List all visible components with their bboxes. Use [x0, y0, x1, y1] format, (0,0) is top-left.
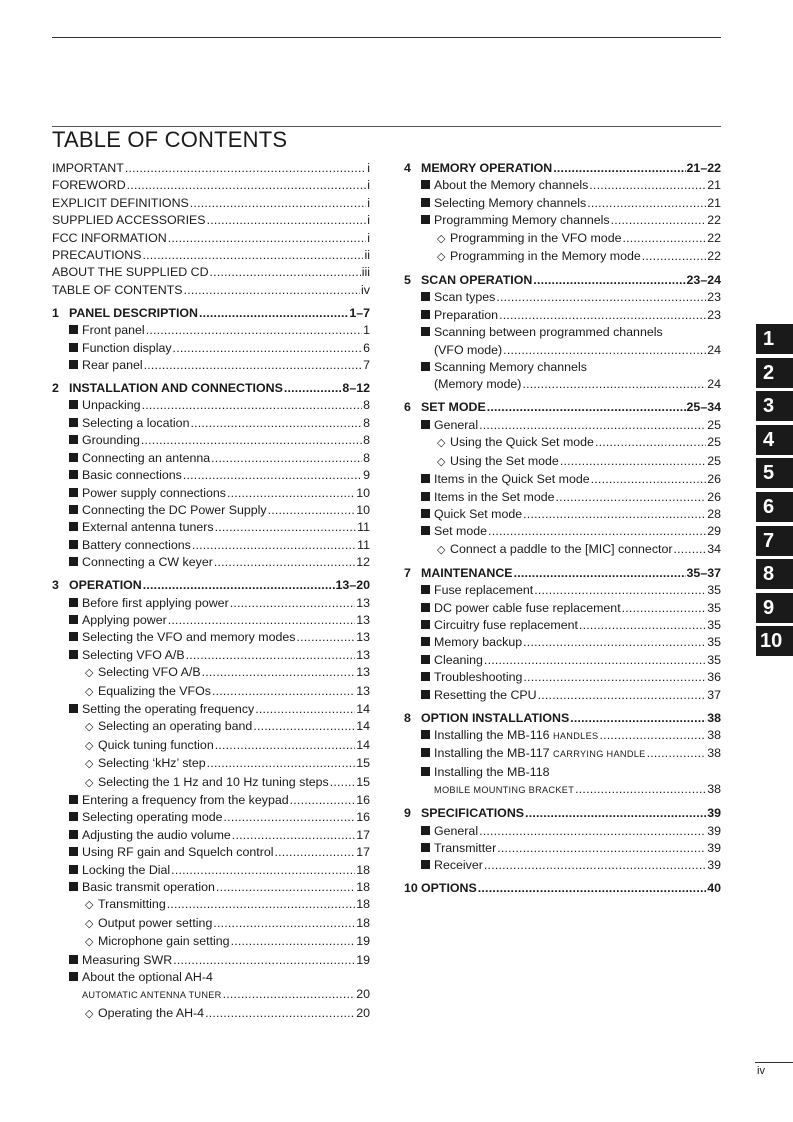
- chapter-number: 2: [52, 381, 59, 396]
- toc-section[interactable]: Quick Set mode ..... 28: [404, 506, 721, 523]
- page-number: iv: [757, 1065, 765, 1077]
- toc-section[interactable]: Receiver ..... 39: [404, 857, 721, 874]
- toc-section[interactable]: Selecting Memory channels ..... 21: [404, 195, 721, 212]
- square-bullet-icon: [69, 453, 78, 462]
- title-rule: [52, 126, 721, 127]
- chapter-title: MAINTENANCE: [421, 565, 513, 580]
- chapter-tab-9[interactable]: 9: [756, 593, 793, 623]
- chapter-title: MEMORY OPERATION: [421, 161, 553, 175]
- diamond-bullet-icon: ◇: [85, 1007, 94, 1020]
- chapter-tab-5[interactable]: 5: [756, 458, 793, 488]
- diamond-bullet-icon: ◇: [85, 776, 94, 789]
- diamond-bullet-icon: ◇: [85, 758, 94, 771]
- diamond-bullet-icon: ◇: [85, 739, 94, 752]
- chapter-title: OPTIONS: [421, 881, 477, 896]
- toc-subsection[interactable]: ◇ Selecting the 1 Hz and 10 Hz tuning steps ..... 15: [52, 774, 370, 792]
- chapter-tab-2[interactable]: 2: [756, 358, 793, 388]
- chapter-number: 3: [52, 578, 59, 593]
- toc-chapter-5[interactable]: 5 SCAN OPERATION ..... 23–24: [404, 272, 721, 289]
- toc-section[interactable]: Scanning Memory channels: [404, 359, 721, 376]
- diamond-bullet-icon: ◇: [85, 667, 94, 680]
- chapter-number: 4: [404, 161, 411, 175]
- page-number-rule: [755, 1062, 793, 1063]
- toc-subsection[interactable]: ◇ Output power setting ..... 18: [52, 915, 370, 933]
- toc-subsection[interactable]: ◇ Equalizing the VFOs ..... 13: [52, 683, 370, 701]
- toc-subsection[interactable]: ◇ Selecting an operating band ..... 14: [52, 718, 370, 736]
- chapter-title: OPTION INSTALLATIONS: [421, 710, 570, 725]
- toc-section[interactable]: Programming Memory channels ..... 22: [404, 212, 721, 229]
- toc-section[interactable]: External antenna tuners ..... 11: [52, 519, 370, 536]
- toc-subsection[interactable]: ◇ Using the Set mode ..... 25: [404, 453, 721, 471]
- toc-chapter-3[interactable]: 3 OPERATION ..... 13–20: [52, 577, 370, 594]
- toc-chapter-8[interactable]: 8 OPTION INSTALLATIONS ..... 38: [404, 710, 721, 727]
- toc-section-continued[interactable]: MOBILE MOUNTING BRACKET ..... 38: [404, 781, 721, 799]
- diamond-bullet-icon: ◇: [437, 543, 446, 556]
- toc-subsection[interactable]: ◇ Using the Quick Set mode ..... 25: [404, 434, 721, 452]
- toc-section[interactable]: Installing the MB-118: [404, 764, 721, 781]
- toc-section-continued[interactable]: AUTOMATIC ANTENNA TUNER ..... 20: [52, 986, 370, 1004]
- square-bullet-icon: [69, 812, 78, 821]
- toc-section[interactable]: Connecting the DC Power Supply ..... 10: [52, 502, 370, 519]
- chapter-number: 9: [404, 806, 411, 821]
- diamond-bullet-icon: ◇: [437, 232, 446, 245]
- chapter-number: 6: [404, 400, 411, 415]
- square-bullet-icon: [69, 435, 78, 444]
- square-bullet-icon: [69, 865, 78, 874]
- chapter-tab-6[interactable]: 6: [756, 492, 793, 522]
- square-bullet-icon: [69, 540, 78, 549]
- toc-section[interactable]: Basic connections ..... 9: [52, 467, 370, 484]
- chapter-title: OPERATION: [69, 578, 142, 593]
- square-bullet-icon: [421, 327, 430, 336]
- chapter-tab-1[interactable]: 1: [756, 324, 793, 354]
- toc-section[interactable]: Selecting the VFO and memory modes ..... 13: [52, 629, 370, 646]
- diamond-bullet-icon: ◇: [437, 251, 446, 264]
- toc-subsection[interactable]: ◇ Selecting VFO A/B ..... 13: [52, 664, 370, 682]
- toc-section[interactable]: Installing the MB-117 CARRYING HANDLE ..... 38: [404, 745, 721, 763]
- square-bullet-icon: [421, 215, 430, 224]
- square-bullet-icon: [69, 522, 78, 531]
- square-bullet-icon: [421, 198, 430, 207]
- toc-chapter-1[interactable]: 1 PANEL DESCRIPTION ..... 1–7: [52, 305, 370, 322]
- toc-section[interactable]: About the Memory channels ..... 21: [404, 177, 721, 194]
- diamond-bullet-icon: ◇: [85, 917, 94, 930]
- square-bullet-icon: [69, 418, 78, 427]
- square-bullet-icon: [421, 826, 430, 835]
- toc-subsection[interactable]: ◇ Transmitting ..... 18: [52, 896, 370, 914]
- square-bullet-icon: [69, 598, 78, 607]
- square-bullet-icon: [421, 362, 430, 371]
- toc-section[interactable]: General ..... 25: [404, 417, 721, 434]
- square-bullet-icon: [421, 655, 430, 664]
- chapter-number: 10: [404, 881, 418, 896]
- square-bullet-icon: [69, 955, 78, 964]
- square-bullet-icon: [421, 180, 430, 189]
- square-bullet-icon: [69, 795, 78, 804]
- diamond-bullet-icon: ◇: [85, 685, 94, 698]
- toc-section[interactable]: Memory backup ..... 35: [404, 634, 721, 651]
- square-bullet-icon: [69, 972, 78, 981]
- toc-right-column: [404, 160, 721, 898]
- toc-section[interactable]: Installing the MB-116 HANDLES ..... 38: [404, 727, 721, 745]
- toc-chapter-10[interactable]: 10 OPTIONS ..... 40: [404, 880, 721, 897]
- toc-section[interactable]: Grounding ..... 8: [52, 432, 370, 449]
- chapter-title: SPECIFICATIONS: [421, 806, 525, 821]
- toc-section[interactable]: Power supply connections ..... 10: [52, 485, 370, 502]
- square-bullet-icon: [69, 847, 78, 856]
- toc-section-continued[interactable]: (VFO mode) ..... 24: [404, 342, 721, 359]
- diamond-bullet-icon: ◇: [85, 936, 94, 949]
- toc-chapter-6[interactable]: 6 SET MODE ..... 25–34: [404, 399, 721, 416]
- square-bullet-icon: [69, 343, 78, 352]
- toc-subsection[interactable]: ◇ Programming in the VFO mode ..... 22: [404, 230, 721, 248]
- toc-section[interactable]: Scan types ..... 23: [404, 289, 721, 306]
- square-bullet-icon: [421, 603, 430, 612]
- toc-chapter-4[interactable]: 4 MEMORY OPERATION ..... 21–22: [404, 160, 721, 177]
- toc-section[interactable]: Measuring SWR ..... 19: [52, 952, 370, 969]
- toc-section[interactable]: Setting the operating frequency ..... 14: [52, 701, 370, 718]
- square-bullet-icon: [421, 637, 430, 646]
- square-bullet-icon: [69, 360, 78, 369]
- square-bullet-icon: [69, 505, 78, 514]
- diamond-bullet-icon: ◇: [437, 437, 446, 450]
- square-bullet-icon: [421, 690, 430, 699]
- toc-subsection[interactable]: ◇ Microphone gain setting ..... 19: [52, 933, 370, 951]
- toc-entry[interactable]: ABOUT THE SUPPLIED CD ..... iii: [52, 264, 370, 281]
- top-rule: [52, 37, 721, 38]
- toc-section[interactable]: Fuse replacement ..... 35: [404, 582, 721, 599]
- square-bullet-icon: [421, 585, 430, 594]
- square-bullet-icon: [421, 492, 430, 501]
- toc-entry[interactable]: FOREWORD ..... i: [52, 177, 370, 194]
- toc-section[interactable]: Connecting an antenna ..... 8: [52, 450, 370, 467]
- square-bullet-icon: [69, 557, 78, 566]
- toc-entry[interactable]: FCC INFORMATION ..... i: [52, 230, 370, 247]
- square-bullet-icon: [69, 615, 78, 624]
- toc-section[interactable]: Preparation ..... 23: [404, 307, 721, 324]
- square-bullet-icon: [69, 704, 78, 713]
- square-bullet-icon: [421, 620, 430, 629]
- square-bullet-icon: [69, 400, 78, 409]
- square-bullet-icon: [421, 526, 430, 535]
- toc-entry[interactable]: TABLE OF CONTENTS ..... iv: [52, 282, 370, 299]
- toc-section[interactable]: Resetting the CPU ..... 37: [404, 687, 721, 704]
- toc-entry[interactable]: PRECAUTIONS ..... ii: [52, 247, 370, 264]
- toc-subsection[interactable]: ◇ Selecting ‘kHz’ step ..... 15: [52, 755, 370, 773]
- toc-subsection[interactable]: ◇ Programming in the Memory mode ..... 22: [404, 248, 721, 266]
- square-bullet-icon: [69, 632, 78, 641]
- toc-subsection[interactable]: ◇ Quick tuning function ..... 14: [52, 737, 370, 755]
- chapter-tab-7[interactable]: 7: [756, 526, 793, 556]
- toc-chapter-9[interactable]: 9 SPECIFICATIONS ..... 39: [404, 805, 721, 822]
- chapter-tab-8[interactable]: 8: [756, 559, 793, 589]
- chapter-number: 5: [404, 273, 411, 288]
- chapter-number: 7: [404, 565, 411, 580]
- toc-section[interactable]: Selecting VFO A/B ..... 13: [52, 647, 370, 664]
- toc-section[interactable]: Items in the Set mode ..... 26: [404, 489, 721, 506]
- toc-entry[interactable]: EXPLICIT DEFINITIONS ..... i: [52, 195, 370, 212]
- toc-section[interactable]: Unpacking ..... 8: [52, 397, 370, 414]
- square-bullet-icon: [421, 474, 430, 483]
- toc-section[interactable]: Using RF gain and Squelch control ..... 17: [52, 844, 370, 861]
- toc-section[interactable]: DC power cable fuse replacement ..... 35: [404, 600, 721, 617]
- toc-section[interactable]: General ..... 39: [404, 823, 721, 840]
- toc-section-continued[interactable]: (Memory mode) ..... 24: [404, 376, 721, 393]
- toc-section[interactable]: Applying power ..... 13: [52, 612, 370, 629]
- square-bullet-icon: [69, 650, 78, 659]
- square-bullet-icon: [421, 767, 430, 776]
- chapter-tab-3[interactable]: 3: [756, 391, 793, 421]
- toc-section[interactable]: Items in the Quick Set mode ..... 26: [404, 471, 721, 488]
- toc-section[interactable]: Cleaning ..... 35: [404, 652, 721, 669]
- toc-subsection[interactable]: ◇ Connect a paddle to the [MIC] connector ..... 34: [404, 541, 721, 559]
- square-bullet-icon: [421, 843, 430, 852]
- square-bullet-icon: [421, 672, 430, 681]
- chapter-number: 1: [52, 305, 59, 320]
- toc-section[interactable]: Selecting a location ..... 8: [52, 415, 370, 432]
- toc-section[interactable]: Battery connections ..... 11: [52, 537, 370, 554]
- square-bullet-icon: [69, 830, 78, 839]
- square-bullet-icon: [69, 488, 78, 497]
- chapter-title: PANEL DESCRIPTION: [69, 305, 198, 320]
- toc-chapter-7[interactable]: 7 MAINTENANCE ..... 35–37: [404, 565, 721, 582]
- toc-section[interactable]: Set mode ..... 29: [404, 523, 721, 540]
- toc-entry[interactable]: IMPORTANT ..... i: [52, 160, 370, 177]
- square-bullet-icon: [69, 325, 78, 334]
- square-bullet-icon: [421, 420, 430, 429]
- square-bullet-icon: [421, 730, 430, 739]
- toc-left-column: [52, 160, 370, 1023]
- chapter-tab-10[interactable]: 10: [756, 626, 793, 656]
- toc-section[interactable]: About the optional AH-4: [52, 969, 370, 986]
- toc-section[interactable]: Front panel ..... 1: [52, 322, 370, 339]
- diamond-bullet-icon: ◇: [85, 721, 94, 734]
- chapter-title: INSTALLATION AND CONNECTIONS: [69, 381, 283, 396]
- toc-subsection[interactable]: ◇ Operating the AH-4 ..... 20: [52, 1005, 370, 1023]
- square-bullet-icon: [421, 748, 430, 757]
- toc-section[interactable]: Basic transmit operation ..... 18: [52, 879, 370, 896]
- chapter-tab-4[interactable]: 4: [756, 425, 793, 455]
- toc-section[interactable]: Adjusting the audio volume ..... 17: [52, 827, 370, 844]
- chapter-title: SCAN OPERATION: [421, 273, 533, 288]
- chapter-number: 8: [404, 710, 411, 725]
- square-bullet-icon: [69, 882, 78, 891]
- chapter-title: SET MODE: [421, 400, 486, 415]
- diamond-bullet-icon: ◇: [437, 455, 446, 468]
- square-bullet-icon: [69, 470, 78, 479]
- toc-section[interactable]: Before first applying power ..... 13: [52, 595, 370, 612]
- toc-section[interactable]: Entering a frequency from the keypad ..... 16: [52, 792, 370, 809]
- square-bullet-icon: [421, 292, 430, 301]
- toc-entry[interactable]: SUPPLIED ACCESSORIES ..... i: [52, 212, 370, 229]
- square-bullet-icon: [421, 509, 430, 518]
- chapter-tabs: [756, 324, 793, 660]
- toc-section[interactable]: Troubleshooting ..... 36: [404, 669, 721, 686]
- square-bullet-icon: [421, 860, 430, 869]
- toc-chapter-2[interactable]: 2 INSTALLATION AND CONNECTIONS ..... 8–12: [52, 380, 370, 397]
- toc-section[interactable]: Selecting operating mode ..... 16: [52, 809, 370, 826]
- toc-section[interactable]: Locking the Dial ..... 18: [52, 862, 370, 879]
- toc-section[interactable]: Scanning between programmed channels: [404, 324, 721, 341]
- toc-section[interactable]: Function display ..... 6: [52, 340, 370, 357]
- square-bullet-icon: [421, 310, 430, 319]
- toc-section[interactable]: Transmitter ..... 39: [404, 840, 721, 857]
- toc-section[interactable]: Rear panel ..... 7: [52, 357, 370, 374]
- toc-section[interactable]: Circuitry fuse replacement ..... 35: [404, 617, 721, 634]
- page-title: TABLE OF CONTENTS: [52, 127, 288, 152]
- toc-section[interactable]: Connecting a CW keyer ..... 12: [52, 554, 370, 571]
- diamond-bullet-icon: ◇: [85, 899, 94, 912]
